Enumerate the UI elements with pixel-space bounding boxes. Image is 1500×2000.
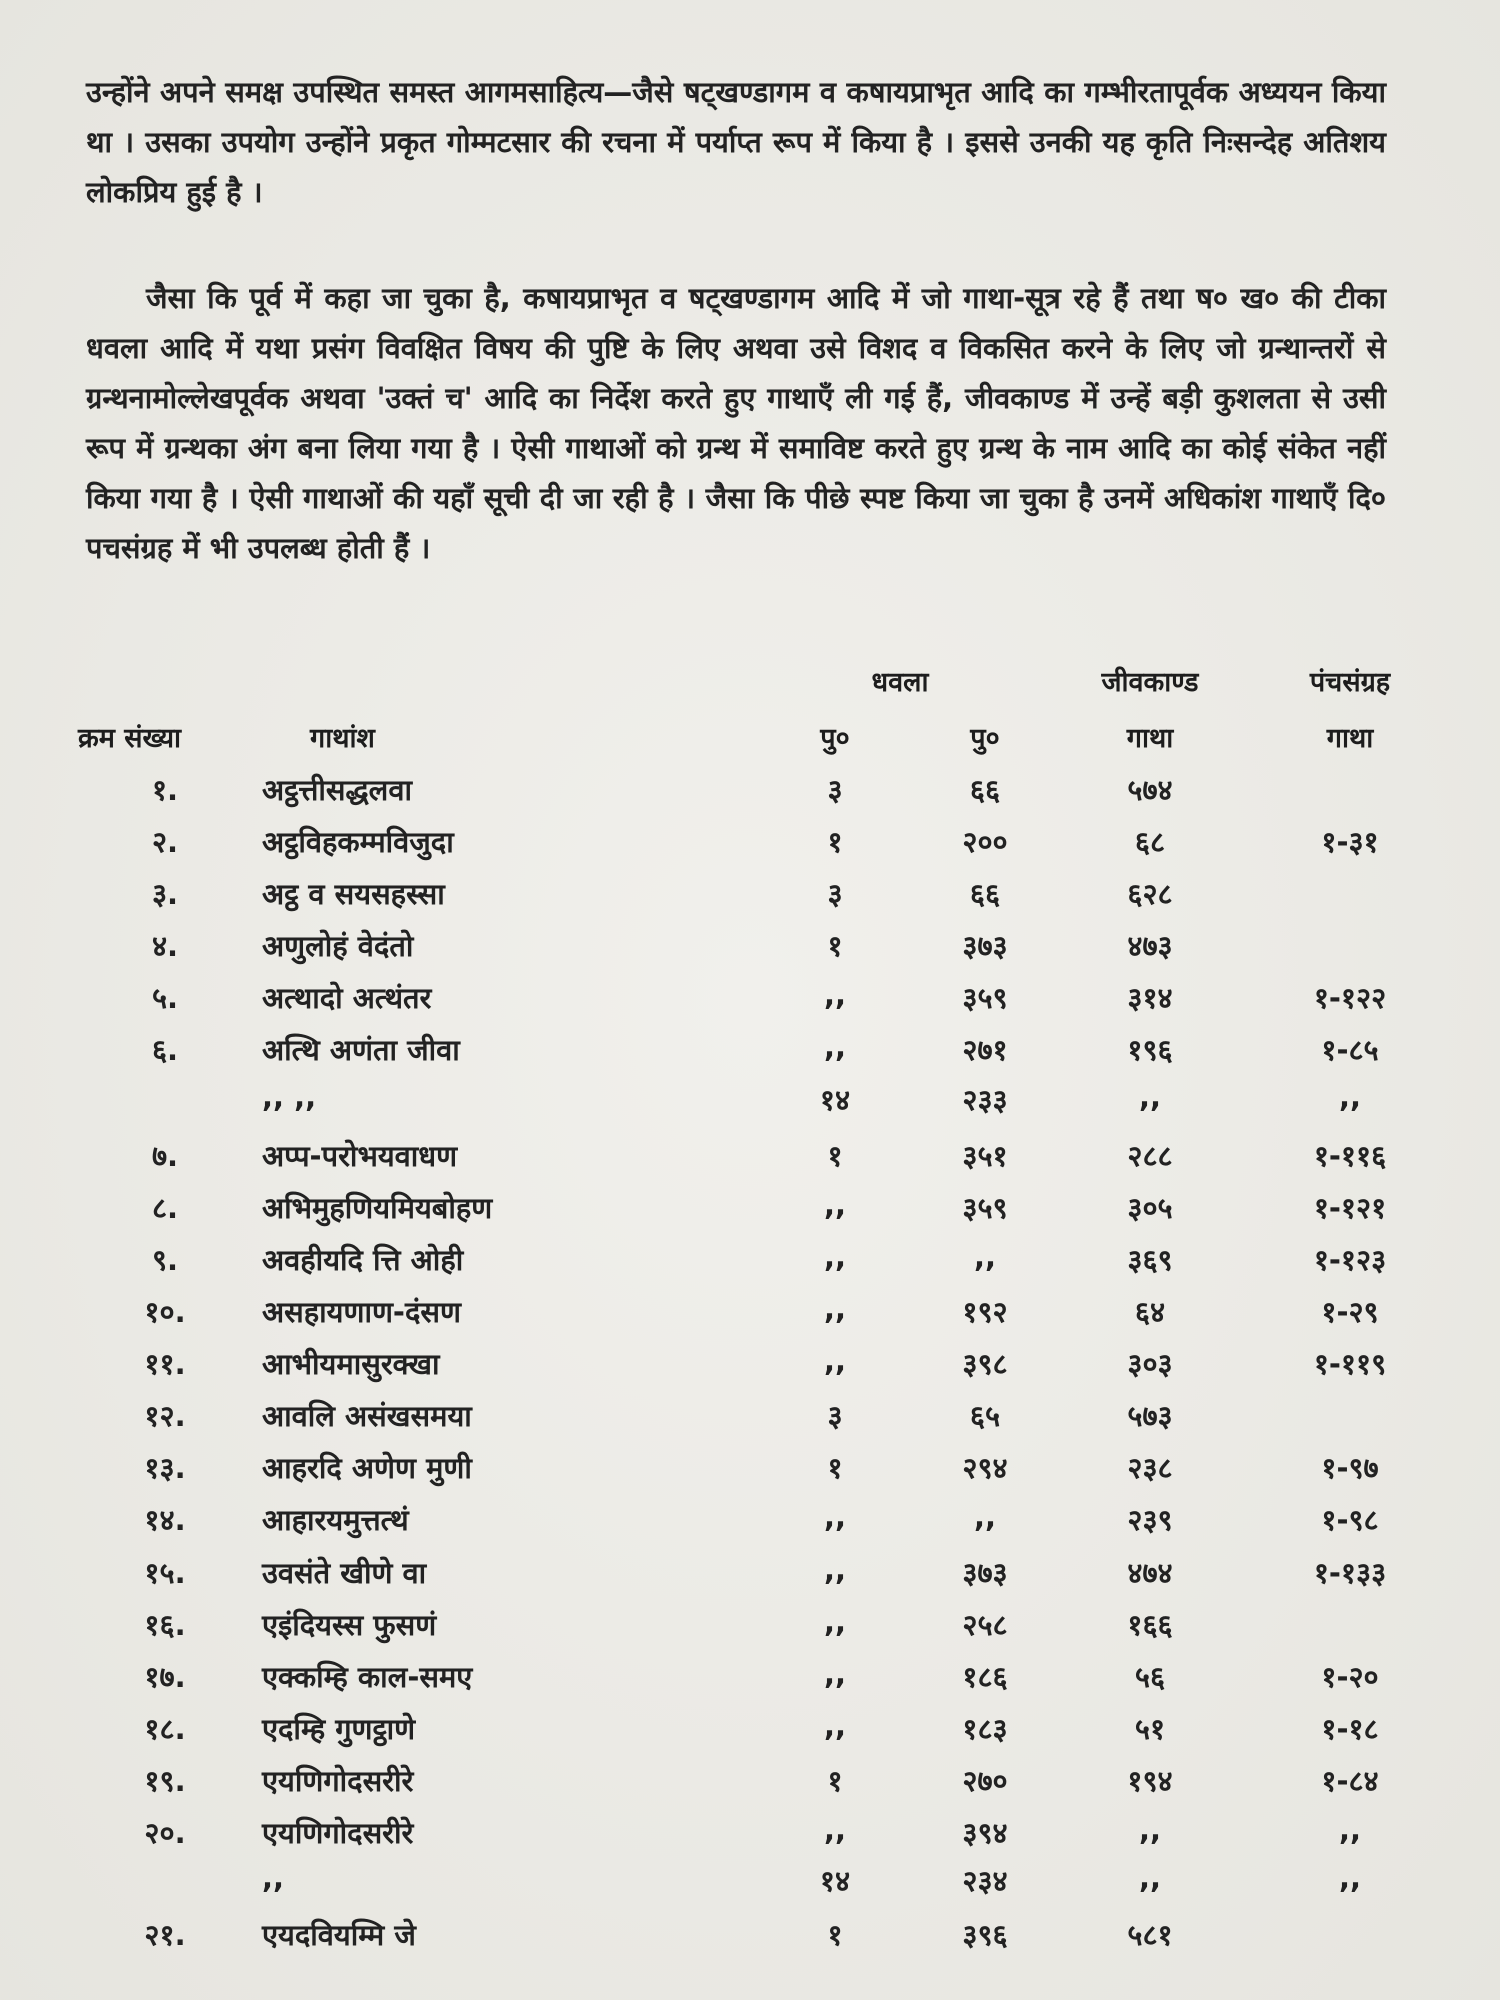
dhavala-pu-cell: १४ xyxy=(819,1083,851,1117)
gathansh-cell: आभीयमासुरक्खा xyxy=(262,1347,440,1381)
table-row xyxy=(0,978,1500,1028)
dhavala-page-cell: ३५९ xyxy=(962,981,1008,1015)
serial-cell: ७. xyxy=(151,1139,179,1173)
table-row xyxy=(0,1605,1500,1655)
dhavala-page-cell: १९२ xyxy=(962,1295,1008,1329)
gathansh-cell: एइंदियस्स फुसणं xyxy=(262,1608,437,1642)
dhavala-page-cell: १८३ xyxy=(962,1712,1008,1746)
dhavala-page-cell: ३९६ xyxy=(962,1918,1008,1952)
table-row xyxy=(0,1500,1500,1550)
header-page: पु० xyxy=(970,723,1000,754)
dhavala-pu-cell: ,, xyxy=(823,1500,847,1534)
serial-cell: १६. xyxy=(144,1608,186,1642)
dhavala-pu-cell: ३ xyxy=(827,877,843,911)
serial-cell: ९. xyxy=(151,1243,179,1277)
dhavala-pu-cell: ,, xyxy=(823,1240,847,1274)
jivakand-cell: २३८ xyxy=(1127,1451,1173,1485)
table-row xyxy=(0,1553,1500,1603)
header-gathansh: गाथांश xyxy=(310,723,375,754)
serial-cell: ५. xyxy=(151,981,179,1015)
dhavala-page-cell: ६६ xyxy=(969,773,1001,807)
panchsangrah-cell: १-९८ xyxy=(1321,1503,1379,1537)
header-jivakand-group: जीवकाण्ड xyxy=(1101,667,1199,698)
dhavala-pu-cell: १ xyxy=(827,1764,843,1798)
dhavala-pu-cell: ,, xyxy=(823,1292,847,1326)
panchsangrah-cell: १-१२१ xyxy=(1313,1191,1387,1225)
jivakand-cell: ५६ xyxy=(1134,1660,1166,1694)
gathansh-cell: अत्थादो अत्थंतर xyxy=(262,981,432,1015)
jivakand-cell: १९६ xyxy=(1127,1033,1173,1067)
dhavala-pu-cell: १ xyxy=(827,1451,843,1485)
dhavala-pu-cell: ,, xyxy=(823,978,847,1012)
dhavala-page-cell: २०० xyxy=(962,825,1008,859)
jivakand-cell: ६४ xyxy=(1134,1295,1166,1329)
jivakand-cell: ४७४ xyxy=(1127,1556,1173,1590)
gathansh-cell: एयणिगोदसरीरे xyxy=(262,1816,414,1850)
jivakand-cell: २३९ xyxy=(1127,1503,1173,1537)
header-serial: क्रम संख्या xyxy=(78,723,181,754)
gathansh-cell: असहायणाण-दंसण xyxy=(262,1295,461,1329)
dhavala-pu-cell: ,, xyxy=(823,1553,847,1587)
jivakand-cell: ३१४ xyxy=(1127,981,1173,1015)
serial-cell: २१. xyxy=(144,1918,186,1952)
gathansh-cell: अट्ठविहकम्मविजुदा xyxy=(262,825,454,859)
serial-cell: ३. xyxy=(151,877,179,911)
jivakand-cell: ५१ xyxy=(1134,1712,1166,1746)
table-row xyxy=(0,1709,1500,1759)
table-row xyxy=(0,1657,1500,1707)
gathansh-cell: अट्ठ व सयसहस्सा xyxy=(262,877,445,911)
panchsangrah-cell: ,, xyxy=(1338,1861,1362,1895)
gathansh-cell: एक्कम्हि काल-समए xyxy=(262,1660,473,1694)
dhavala-page-cell: ६५ xyxy=(969,1399,1001,1433)
dhavala-pu-cell: १ xyxy=(827,929,843,963)
dhavala-page-cell: ३७३ xyxy=(962,929,1008,963)
dhavala-page-cell: २५८ xyxy=(962,1608,1008,1642)
serial-cell: १८. xyxy=(144,1712,186,1746)
gathansh-cell: अत्थि अणंता जीवा xyxy=(262,1033,460,1067)
panchsangrah-cell: १-१२३ xyxy=(1313,1243,1387,1277)
serial-cell: ६. xyxy=(151,1033,179,1067)
dhavala-page-cell: ३५९ xyxy=(962,1191,1008,1225)
dhavala-page-cell: ,, xyxy=(973,1240,997,1274)
serial-cell: १२. xyxy=(144,1399,186,1433)
panchsangrah-cell: १-२९ xyxy=(1321,1295,1379,1329)
panchsangrah-cell: १-११९ xyxy=(1313,1347,1387,1381)
table-row xyxy=(0,1188,1500,1238)
gathansh-cell: आहारयमुत्तत्थं xyxy=(262,1503,409,1537)
gathansh-cell: उवसंते खीणे वा xyxy=(262,1556,427,1590)
serial-cell: ११. xyxy=(144,1347,186,1381)
table-row xyxy=(0,1030,1500,1080)
table-row xyxy=(0,1396,1500,1446)
jivakand-cell: ३६९ xyxy=(1127,1243,1173,1277)
table-row xyxy=(0,1240,1500,1290)
jivakand-cell: १९४ xyxy=(1127,1764,1173,1798)
gathansh-cell: अणुलोहं वेदंतो xyxy=(262,929,414,963)
serial-cell: १७. xyxy=(144,1660,186,1694)
dhavala-page-cell: ,, xyxy=(973,1500,997,1534)
table-row xyxy=(0,1761,1500,1811)
table-row xyxy=(0,1292,1500,1342)
header-panchsangrah-gatha: गाथा xyxy=(1326,723,1374,754)
table-row xyxy=(0,1861,1500,1911)
serial-cell: १५. xyxy=(144,1556,186,1590)
gathansh-cell: अप्प-परोभयवाधण xyxy=(262,1139,458,1173)
jivakand-cell: ४७३ xyxy=(1127,929,1173,963)
gathansh-cell: एयणिगोदसरीरे xyxy=(262,1764,414,1798)
dhavala-page-cell: २९४ xyxy=(962,1451,1008,1485)
table-row xyxy=(0,926,1500,976)
header-jivakand-gatha: गाथा xyxy=(1126,723,1174,754)
dhavala-pu-cell: ,, xyxy=(823,1030,847,1064)
gathansh-cell: अट्ठत्तीसद्धलवा xyxy=(262,773,412,807)
jivakand-cell: ५७३ xyxy=(1127,1399,1173,1433)
serial-cell: १९. xyxy=(144,1764,186,1798)
header-pu: पु० xyxy=(820,723,850,754)
dhavala-page-cell: ३५१ xyxy=(962,1139,1008,1173)
dhavala-pu-cell: ,, xyxy=(823,1709,847,1743)
dhavala-page-cell: २३४ xyxy=(962,1864,1008,1898)
jivakand-cell: ३०५ xyxy=(1127,1191,1173,1225)
table-row xyxy=(0,822,1500,872)
dhavala-page-cell: २७० xyxy=(962,1764,1008,1798)
gathansh-cell: एदम्हि गुणट्ठाणे xyxy=(262,1712,416,1746)
dhavala-pu-cell: ,, xyxy=(823,1605,847,1639)
serial-cell: ४. xyxy=(151,929,179,963)
table-row xyxy=(0,1080,1500,1130)
panchsangrah-cell: १-१३३ xyxy=(1313,1556,1387,1590)
table-row xyxy=(0,1448,1500,1498)
gathansh-cell: आहरदि अणेण मुणी xyxy=(262,1451,472,1485)
jivakand-cell: २८८ xyxy=(1127,1139,1173,1173)
gathansh-cell: अवहीयदि त्ति ओही xyxy=(262,1243,464,1277)
serial-cell: १०. xyxy=(144,1295,186,1329)
panchsangrah-cell: १-१२२ xyxy=(1313,981,1387,1015)
panchsangrah-cell: १-३१ xyxy=(1321,825,1379,859)
jivakand-cell: ,, xyxy=(1138,1080,1162,1114)
dhavala-page-cell: २७१ xyxy=(962,1033,1008,1067)
jivakand-cell: ३०३ xyxy=(1127,1347,1173,1381)
panchsangrah-cell: १-८४ xyxy=(1321,1764,1379,1798)
panchsangrah-cell: ,, xyxy=(1338,1813,1362,1847)
gathansh-cell: आवलि असंखसमया xyxy=(262,1399,472,1433)
panchsangrah-cell: १-११६ xyxy=(1313,1139,1387,1173)
gathansh-cell: ,, ,, xyxy=(262,1080,317,1114)
dhavala-pu-cell: ,, xyxy=(823,1657,847,1691)
gathansh-cell: अभिमुहणियमियबोहण xyxy=(262,1191,493,1225)
panchsangrah-cell: ,, xyxy=(1338,1080,1362,1114)
dhavala-pu-cell: १ xyxy=(827,825,843,859)
table-row xyxy=(0,1344,1500,1394)
dhavala-page-cell: ३९८ xyxy=(962,1347,1008,1381)
serial-cell: १३. xyxy=(144,1451,186,1485)
gathansh-cell: एयदवियम्मि जे xyxy=(262,1918,416,1952)
serial-cell: ८. xyxy=(151,1191,179,1225)
serial-cell: २०. xyxy=(144,1816,186,1850)
jivakand-cell: १६६ xyxy=(1127,1608,1173,1642)
gathansh-cell: ,, xyxy=(262,1861,285,1895)
dhavala-pu-cell: १ xyxy=(827,1918,843,1952)
intro-paragraph: उन्होंने अपने समक्ष उपस्थित समस्त आगमसाहित्य—जैसे षट्खण्डागम व कषायप्राभृत आदि का गम्भीरतापूर्वक अध्ययन किया था । उसका उपयोग उन्होंने प्रकृत गोम्मटसार की रचना में पर्याप्त रूप में किया है । इससे उनकी यह कृति निःसन्देह अतिशय लोकप्रिय हुई है । xyxy=(86,75,1386,209)
dhavala-page-cell: ६६ xyxy=(969,877,1001,911)
panchsangrah-cell: १-९७ xyxy=(1321,1451,1379,1485)
table-row xyxy=(0,1136,1500,1186)
header-panchsangrah-group: पंचसंग्रह xyxy=(1309,667,1391,698)
dhavala-pu-cell: ,, xyxy=(823,1188,847,1222)
dhavala-page-cell: ३९४ xyxy=(962,1816,1008,1850)
dhavala-page-cell: २३३ xyxy=(962,1083,1008,1117)
serial-cell: १. xyxy=(151,773,179,807)
table-row xyxy=(0,874,1500,924)
list-intro-paragraph: जैसा कि पूर्व में कहा जा चुका है, कषायप्राभृत व षट्खण्डागम आदि में जो गाथा-सूत्र रहे हैं तथा ष० ख० की टीका धवला आदि में यथा प्रसंग विवक्षित विषय की पुष्टि के लिए अथवा उसे विशद व विकसित करने के लिए जो ग्रन्थान्तरों से ग्रन्थनामोल्लेखपूर्वक अथवा 'उक्तं च' आदि का निर्देश करते हुए गाथाएँ ली गई हैं, जीवकाण्ड में उन्हें बड़ी कुशलता से उसी रूप में ग्रन्थका अंग बना लिया गया है । ऐसी गाथाओं को ग्रन्थ में समाविष्ट करते हुए ग्रन्थ के नाम आदि का कोई संकेत नहीं किया गया है । ऐसी गाथाओं की यहाँ सूची दी जा रही है । जैसा कि पीछे स्पष्ट किया जा चुका है उनमें अधिकांश गाथाएँ दि० पचसंग्रह में भी उपलब्ध होती हैं । xyxy=(86,281,1386,565)
panchsangrah-cell: १-१८ xyxy=(1321,1712,1379,1746)
table-row xyxy=(0,1813,1500,1863)
jivakand-cell: ५७४ xyxy=(1127,773,1173,807)
jivakand-cell: ६२८ xyxy=(1127,877,1173,911)
dhavala-pu-cell: ३ xyxy=(827,773,843,807)
jivakand-cell: ,, xyxy=(1138,1813,1162,1847)
panchsangrah-cell: १-८५ xyxy=(1321,1033,1379,1067)
header-dhavala: धवला xyxy=(871,667,929,698)
panchsangrah-cell: १-२० xyxy=(1321,1660,1379,1694)
jivakand-cell: ,, xyxy=(1138,1861,1162,1895)
serial-cell: १४. xyxy=(144,1503,186,1537)
dhavala-pu-cell: १ xyxy=(827,1139,843,1173)
table-row xyxy=(0,1915,1500,1965)
dhavala-pu-cell: ,, xyxy=(823,1813,847,1847)
dhavala-pu-cell: १४ xyxy=(819,1864,851,1898)
dhavala-page-cell: ३७३ xyxy=(962,1556,1008,1590)
dhavala-pu-cell: ,, xyxy=(823,1344,847,1378)
jivakand-cell: ५८१ xyxy=(1127,1918,1173,1952)
jivakand-cell: ६८ xyxy=(1134,825,1166,859)
dhavala-pu-cell: ३ xyxy=(827,1399,843,1433)
dhavala-page-cell: १८६ xyxy=(962,1660,1008,1694)
table-row xyxy=(0,770,1500,820)
serial-cell: २. xyxy=(151,825,179,859)
